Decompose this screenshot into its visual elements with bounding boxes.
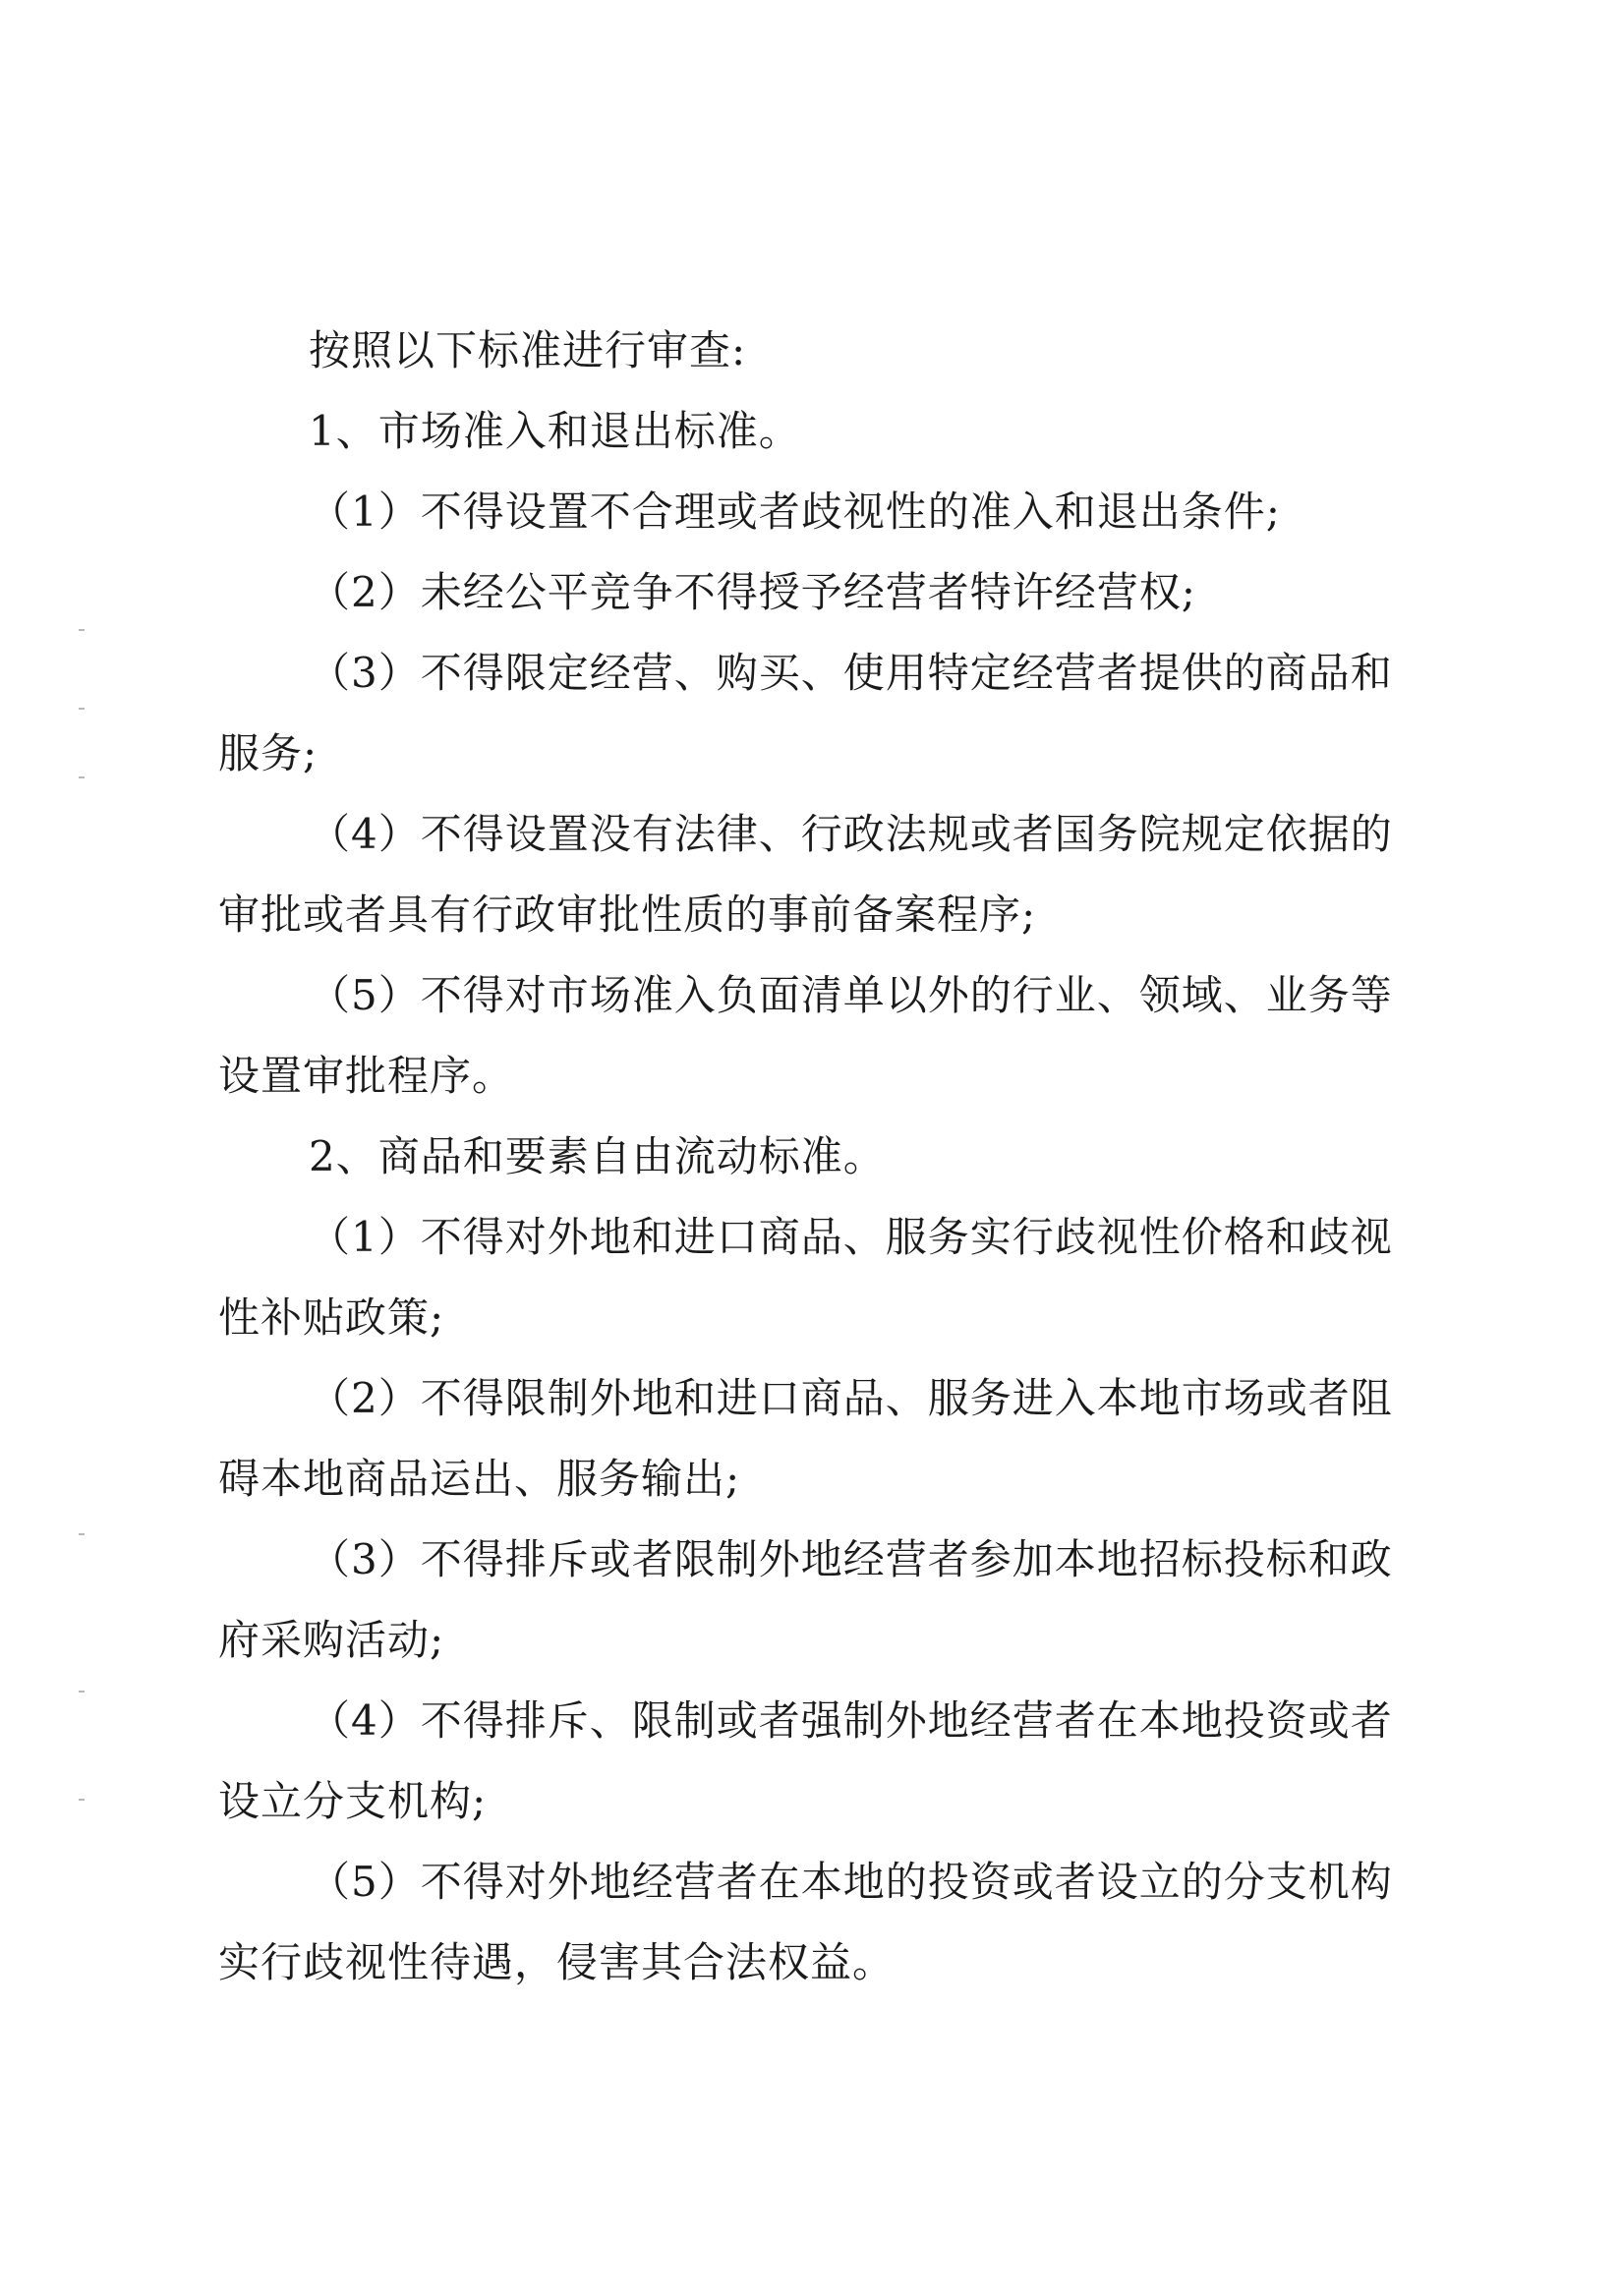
text-line: （5）不得对外地经营者在本地的投资或者设立的分支机构 xyxy=(309,1858,1393,1906)
margin-mark xyxy=(79,708,85,710)
text-line: （2）不得限制外地和进口商品、服务进入本地市场或者阻 xyxy=(309,1374,1393,1422)
text-line: （3）不得限定经营、购买、使用特定经营者提供的商品和 xyxy=(309,649,1393,697)
text-line: 服务; xyxy=(218,729,318,777)
text-line: 性补贴政策; xyxy=(218,1293,445,1342)
text-line: 2、商品和要素自由流动标准。 xyxy=(309,1132,886,1180)
text-line: 碍本地商品运出、服务输出; xyxy=(218,1455,741,1503)
document-body xyxy=(218,311,1418,2003)
text-line: （3）不得排斥或者限制外地经营者参加本地招标投标和政 xyxy=(309,1535,1393,1583)
margin-mark xyxy=(79,776,85,778)
text-line: （5）不得对市场准入负面清单以外的行业、领域、业务等 xyxy=(309,971,1393,1019)
margin-mark xyxy=(79,629,85,631)
text-line: （1）不得设置不合理或者歧视性的准入和退出条件; xyxy=(309,488,1281,536)
text-line: 府采购活动; xyxy=(218,1616,445,1664)
margin-mark xyxy=(79,1799,85,1801)
text-line: 设置审批程序。 xyxy=(218,1052,515,1100)
text-line: 实行歧视性待遇，侵害其合法权益。 xyxy=(218,1938,896,1986)
text-line: 按照以下标准进行审查: xyxy=(309,326,747,374)
margin-mark xyxy=(79,1691,85,1693)
margin-mark xyxy=(79,1533,85,1535)
text-line: 1、市场准入和退出标准。 xyxy=(309,407,801,455)
text-line: （2）未经公平竞争不得授予经营者特许经营权; xyxy=(309,568,1196,616)
text-line: （4）不得设置没有法律、行政法规或者国务院规定依据的 xyxy=(309,810,1393,858)
text-line: （4）不得排斥、限制或者强制外地经营者在本地投资或者 xyxy=(309,1696,1393,1745)
text-line: （1）不得对外地和进口商品、服务实行歧视性价格和歧视 xyxy=(309,1213,1393,1261)
text-line: 审批或者具有行政审批性质的事前备案程序; xyxy=(218,890,1037,939)
text-line: 设立分支机构; xyxy=(218,1777,488,1825)
